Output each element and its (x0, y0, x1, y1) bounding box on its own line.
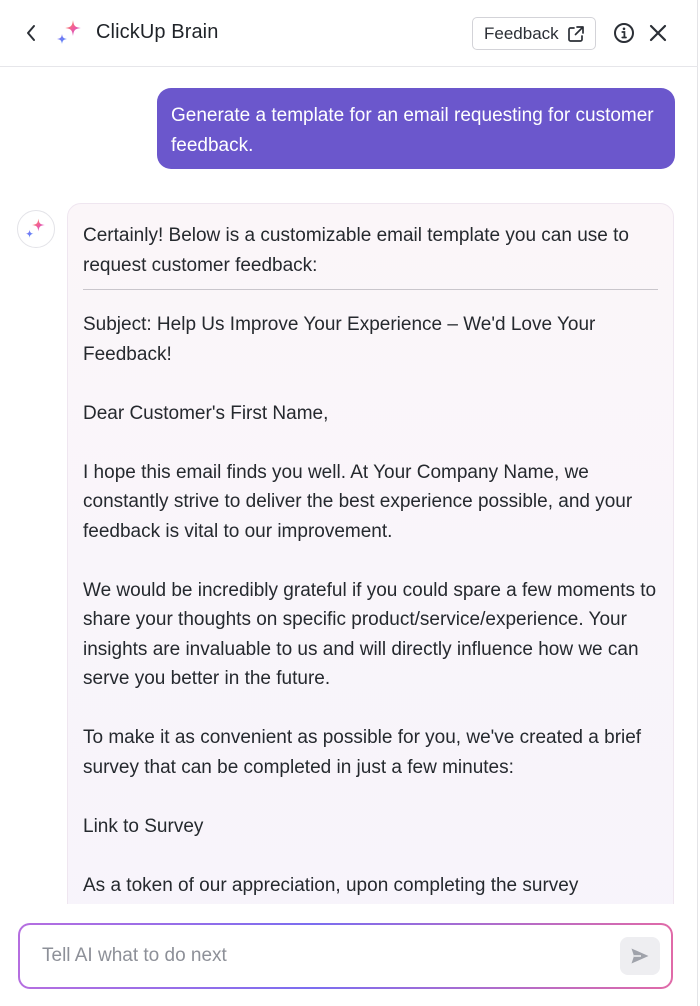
clickup-brain-logo-icon (55, 18, 85, 48)
prompt-input[interactable] (42, 943, 602, 969)
email-greeting: Dear Customer's First Name, (83, 402, 329, 424)
back-button[interactable] (20, 20, 42, 46)
email-paragraph: We would be incredibly grateful if you could spare a few moments to share your thoughts on specific product/service/experience. Your insights are invaluable to us and will directly influence how we can serve you better in the future. (83, 579, 657, 689)
panel-title: ClickUp Brain (96, 21, 219, 43)
clickup-brain-avatar-icon (24, 217, 48, 241)
composer-inner (20, 925, 671, 987)
close-icon[interactable] (646, 21, 670, 45)
user-message: Generate a template for an email requesting for customer feedback. (157, 88, 675, 169)
survey-link-text: Link to Survey (83, 815, 204, 837)
ai-response (67, 203, 674, 904)
conversation-area[interactable] (0, 68, 698, 904)
email-paragraph: I hope this email finds you well. At Your Company Name, we constantly strive to deliver the best experience possible, and your feedback is vital to our improvement. (83, 461, 633, 542)
feedback-label: Feedback (484, 23, 559, 43)
composer (18, 923, 673, 989)
info-icon[interactable] (612, 21, 636, 45)
ai-avatar (17, 210, 55, 248)
email-subject: Subject: Help Us Improve Your Experience – We'd Love Your Feedback! (83, 314, 596, 365)
email-paragraph: As a token of our appreciation, upon completing the survey (83, 874, 579, 896)
ai-intro-text: Certainly! Below is a customizable email template you can use to request customer feedback: (83, 225, 629, 276)
divider (83, 289, 658, 290)
feedback-button[interactable] (472, 17, 596, 50)
external-link-icon (567, 25, 585, 43)
chevron-left-icon (25, 24, 37, 42)
send-button[interactable] (620, 937, 660, 975)
send-icon (630, 947, 650, 965)
panel-header (0, 0, 698, 67)
email-paragraph: To make it as convenient as possible for you, we've created a brief survey that can be completed in just a few minutes: (83, 727, 642, 778)
